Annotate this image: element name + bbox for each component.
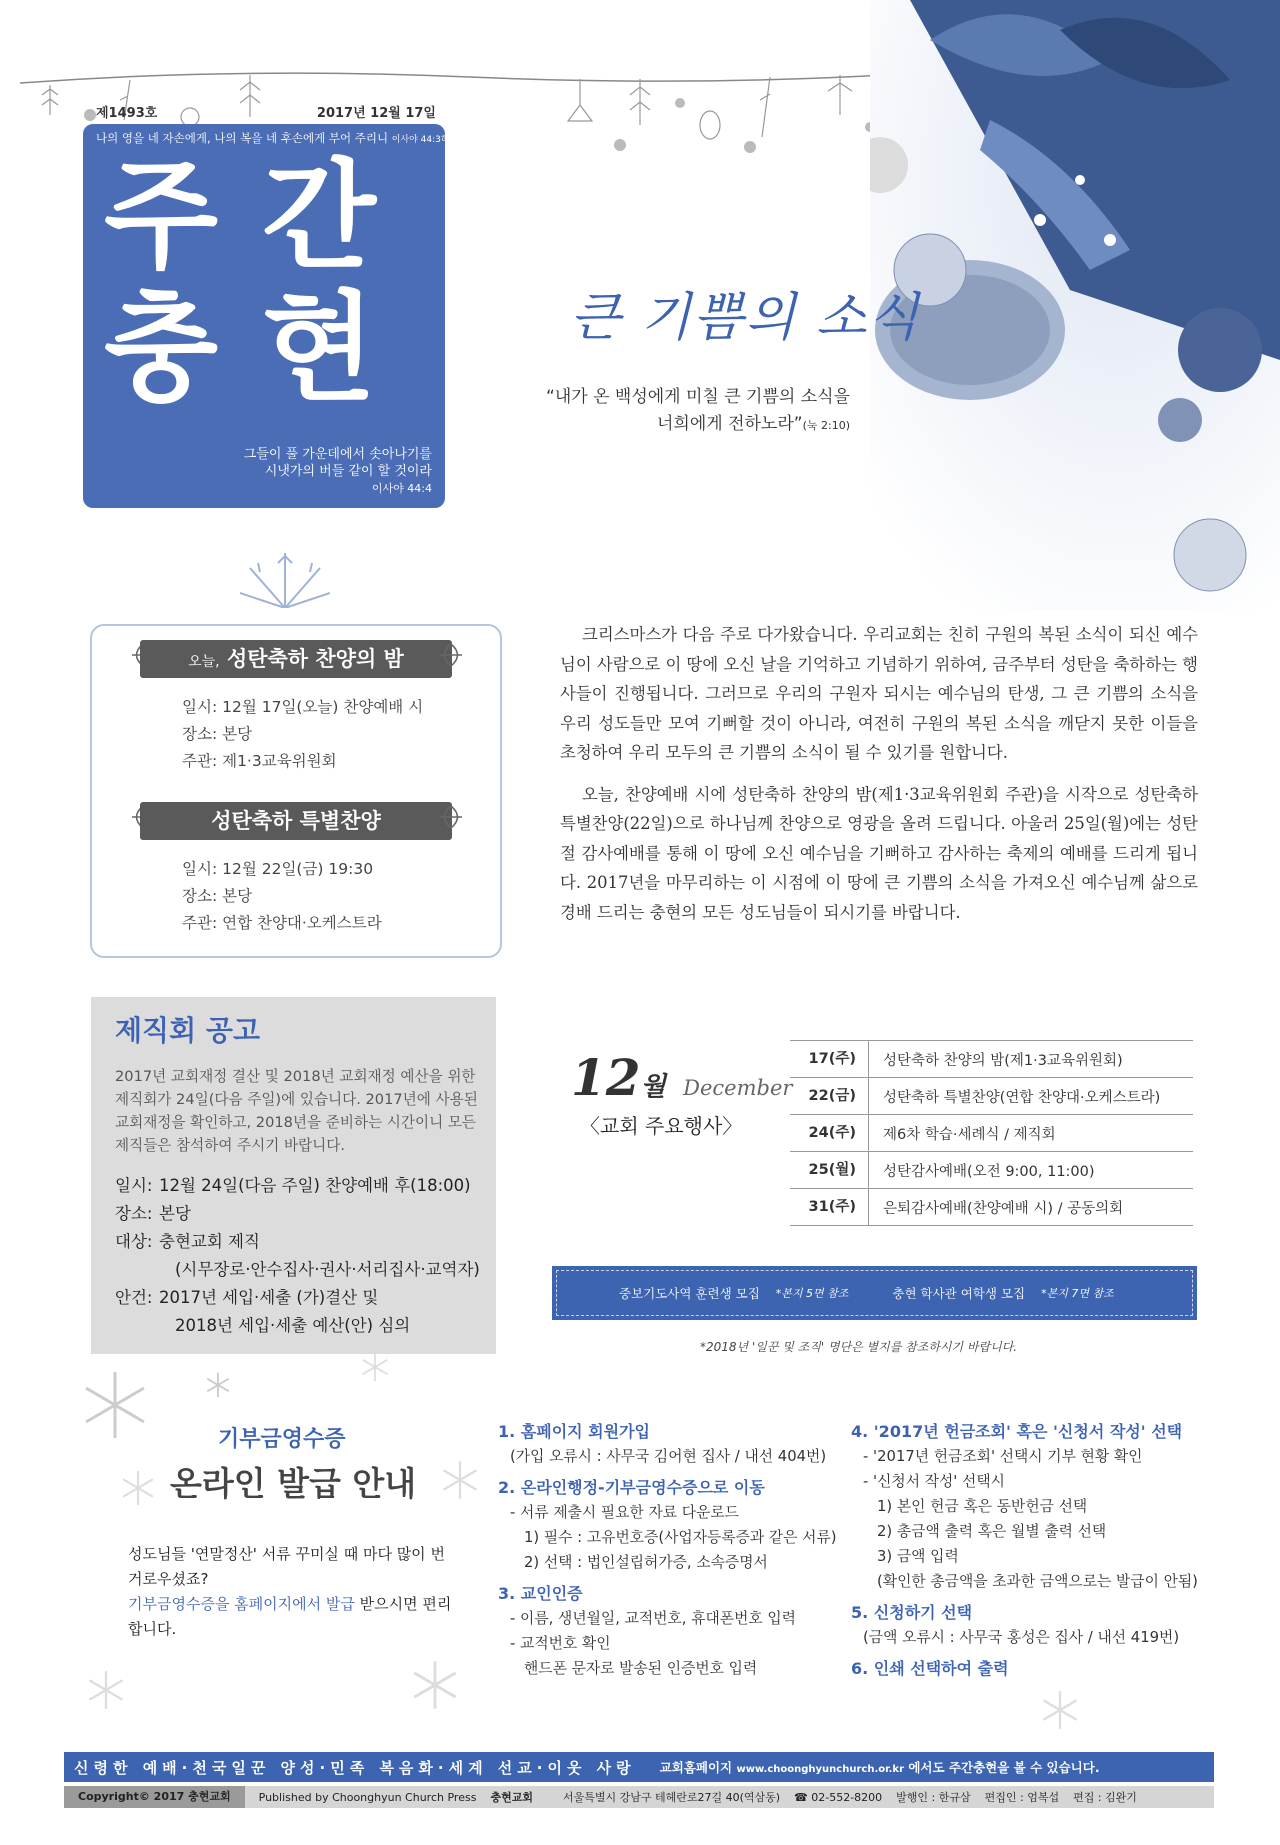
schedule-subtitle: 〈교회 주요행사〉: [580, 1114, 743, 1138]
step-line: (가입 오류시 : 사무국 김어현 집사 / 내선 404번): [510, 1448, 827, 1465]
december-heading: [571, 1048, 792, 1107]
step-line: 1) 필수 : 고유번호증(사업자등록증과 같은 서류): [524, 1529, 837, 1546]
headline-verse-line2: 너희에게 전하노라”: [656, 414, 803, 434]
issue-number: 제1493호: [96, 106, 158, 121]
masthead-sub-line1: 그들이 풀 가운데에서 솟아나기를: [243, 447, 432, 462]
event1-line: 주관: 제1·3교육위원회: [182, 752, 337, 770]
footer-site: 교회홈페이지 www.choonghyunchurch.or.kr 에서도 주간충현을 볼 수 있습니다.: [659, 1760, 1100, 1775]
snowflake-icon: [410, 1660, 460, 1710]
event2-header: [140, 802, 452, 840]
step-heading: 5. 신청하기 선택: [851, 1603, 973, 1622]
notice-intro: 2017년 교회재정 결산 및 2018년 교회재정 예산을 위한 제직회가 24일(다음 주일)에 있습니다. 2017년에 사용된 교회재정을 확인하고, 2018년을 준비하는 시간이니 모든 제직들은 참석하여 주시기 바랍니다.: [115, 1068, 478, 1154]
snowflake-icon: [440, 1460, 480, 1500]
banner-inner: [556, 1270, 1193, 1316]
masthead-subverse: [110, 446, 432, 497]
masthead-verse-text: 나의 영을 네 자손에게, 나의 복을 네 후손에게 부어 주리니: [96, 131, 389, 145]
banner-item1-ref: *본지 5면 참조: [775, 1287, 849, 1300]
article-paragraph: 오늘, 찬양예배 시에 성탄축하 찬양의 밤(제1·3교육위원회 주관)을 시작으로 성탄축하 특별찬양(22일)으로 하나님께 찬양으로 영광을 올려 드립니다. 아울러 25일(월)에는 성탄절 감사예배를 통해 이 땅에 오신 예수님을 기뻐하고 감사하는 축제의 예배를 드리게 됩니다. 2017년을 마무리하는 이 시점에 이 땅에 큰 기쁨의 소식을 가져오신 예수님께 삶으로 경배 드리는 충현의 모든 성도님들이 되시기를 바랍니다.: [560, 784, 1198, 922]
recruit-banner: [552, 1266, 1197, 1320]
schedule-row: 22(금) 성탄축하 특별찬양(연합 찬양대·오케스트라): [790, 1078, 1193, 1115]
notice-row: 대상: 충현교회 제직: [115, 1232, 260, 1251]
step-line: 3) 금액 입력: [877, 1548, 959, 1565]
step-heading: 1. 홈페이지 회원가입: [498, 1422, 650, 1441]
footer-phone: ☎ 02-552-8200: [794, 1790, 883, 1804]
event1-line: 일시: 12월 17일(오늘) 찬양예배 시: [182, 698, 424, 716]
board-meeting-notice: [91, 997, 496, 1354]
masthead-sub-ref: 이사야 44:4: [371, 482, 432, 495]
footer-motto: 신령한 예배·천국일꾼 양성·민족 복음화·세계 선교·이웃 사랑: [74, 1758, 636, 1777]
step-line: 2) 총금액 출력 혹은 월별 출력 선택: [877, 1523, 1107, 1540]
donation-text2: 받으시면 편리합니다.: [128, 1595, 452, 1638]
step-line: - 서류 제출시 필요한 자료 다운로드: [510, 1504, 739, 1521]
donation-text1: 성도님들 '연말정산' 서류 꾸미실 때 마다 많이 번거로우셨죠?: [128, 1545, 445, 1588]
event1-prefix: 오늘,: [188, 654, 220, 670]
main-article: [560, 620, 1198, 939]
event2-title: 성탄축하 특별찬양: [211, 809, 381, 833]
ornament-right-icon: [436, 642, 466, 668]
event2-line: 주관: 연합 찬양대·오케스트라: [182, 914, 382, 932]
masthead-title: [104, 146, 444, 417]
banner-item2: 충현 학사관 여학생 모집: [892, 1286, 1026, 1301]
snowflake-icon: [80, 1370, 150, 1440]
donation-title1: 기부금영수증: [218, 1427, 346, 1452]
event2-line: 일시: 12월 22일(금) 19:30: [182, 860, 374, 878]
footer-info: [64, 1786, 1214, 1808]
event2-details: [182, 856, 382, 937]
footer-banner: [64, 1752, 1214, 1782]
step-line: 핸드폰 문자로 발송된 인증번호 입력: [524, 1660, 758, 1677]
footer-publisher: 발행인 : 한규삼: [896, 1791, 971, 1804]
event1-title: 성탄축하 찬양의 밤: [226, 647, 404, 671]
issue-date: 2017년 12월 17일: [316, 106, 436, 121]
masthead-sub-line2: 시냇가의 버들 같이 할 것이라: [264, 464, 432, 479]
step-line: - '2017년 헌금조회' 선택시 기부 현황 확인: [863, 1448, 1143, 1465]
snowflake-icon: [360, 1352, 390, 1382]
snowflake-icon: [86, 1670, 126, 1710]
notice-title: 제직회 공고: [115, 1014, 260, 1047]
notice-row: 안건: 2017년 세입·세출 (가)결산 및: [115, 1288, 379, 1307]
month-english: December: [683, 1076, 793, 1100]
step-line: - '신청서 작성' 선택시: [863, 1473, 1005, 1490]
donation-highlight: 기부금영수증을 홈페이지에서 발급: [128, 1595, 355, 1613]
footer-site-link[interactable]: www.choonghyunchurch.or.kr: [736, 1764, 904, 1775]
month-number: 12: [571, 1048, 641, 1107]
headline-verse: [520, 384, 850, 439]
event2-line: 장소: 본당: [182, 887, 253, 905]
snowflake-icon: [1040, 1690, 1080, 1730]
donation-title2: 온라인 발급 안내: [170, 1464, 417, 1503]
headline-verse-ref: (눅 2:10): [802, 419, 850, 432]
month-unit: 월: [640, 1072, 666, 1102]
step-line: - 교적번호 확인: [510, 1635, 611, 1652]
step-line: 2) 선택 : 법인설립허가증, 소속증명서: [524, 1554, 768, 1571]
notice-row: 일시: 12월 24일(다음 주일) 찬양예배 후(18:00): [115, 1176, 471, 1195]
masthead-title-line2: 충현: [104, 278, 420, 417]
event1-line: 장소: 본당: [182, 725, 253, 743]
step-heading: 4. '2017년 헌금조회' 혹은 '신청서 작성' 선택: [851, 1422, 1183, 1441]
masthead-verse: [96, 130, 450, 146]
footer-copyright: Copyright© 2017 충현교회: [64, 1786, 245, 1808]
banner-item1: 중보기도사역 훈련생 모집: [619, 1286, 760, 1301]
notice-row: 장소: 본당: [115, 1204, 191, 1223]
step-heading: 6. 인쇄 선택하여 출력: [851, 1659, 1009, 1678]
banner-item2-ref: *본지 7면 참조: [1041, 1287, 1114, 1300]
ornament-right-icon: [436, 804, 466, 830]
masthead-verse-ref: 이사야 44:3하: [391, 135, 450, 145]
footer-seal: 충현교회: [490, 1791, 533, 1804]
steps-right: [851, 1413, 1211, 1681]
footer-address: 서울특별시 강남구 테헤란로27길 40(역삼동): [562, 1791, 781, 1804]
headline-verse-line1: “내가 온 백성에게 미칠 큰 기쁨의 소식을: [546, 387, 850, 407]
notice-row: 2018년 세입·세출 예산(안) 심의: [175, 1316, 411, 1335]
notice-row: (시무장로·안수집사·권사·서리집사·교역자): [175, 1260, 480, 1279]
article-paragraph: 크리스마스가 다음 주로 다가왔습니다. 우리교회는 친히 구원의 복된 소식이 되신 예수님이 사람으로 이 땅에 오신 날을 기억하고 기념하기 위하여, 금주부터 성탄을 축하하는 행사들이 진행됩니다. 그러므로 우리의 구원자 되시는 예수님의 탄생, 그 큰 기쁨의 소식을 우리 성도들만 모여 기뻐할 것이 아니라, 여전히 구원의 복된 소식을 깨닫지 못한 이들을 초청하여 우리 모두의 큰 기쁨의 소식이 될 수 있기를 원합니다.: [560, 625, 1198, 762]
masthead-title-line1: 주간: [104, 146, 420, 285]
events-box: [90, 624, 502, 958]
snowflake-ornament-icon: [240, 548, 330, 608]
event1-details: [182, 694, 423, 775]
schedule-row: 17(주) 성탄축하 찬양의 밤(제1·3교육위원회): [790, 1040, 1193, 1078]
event1-header: [140, 640, 452, 678]
schedule-table: [790, 1040, 1193, 1226]
step-line: (금액 오류시 : 사무국 홍성은 집사 / 내선 419번): [863, 1629, 1180, 1646]
schedule-row: 25(월) 성탄감사예배(오전 9:00, 11:00): [790, 1152, 1193, 1189]
steps-left: [498, 1413, 843, 1681]
step-line: 1) 본인 헌금 혹은 동반헌금 선택: [877, 1498, 1088, 1515]
step-line: (확인한 총금액을 초과한 금액으로는 발급이 안됨): [877, 1573, 1198, 1590]
snowflake-icon: [205, 1372, 231, 1398]
christmas-gift-photo: [870, 0, 1280, 610]
snowflake-icon: [120, 1470, 156, 1506]
step-heading: 3. 교인인증: [498, 1584, 583, 1603]
schedule-row: 24(주) 제6차 학습·세례식 / 제직회: [790, 1115, 1193, 1152]
headline-title: 큰 기쁨의 소식: [570, 288, 921, 348]
footer-editor2: 편집 : 김완기: [1073, 1791, 1137, 1804]
donation-text: [128, 1542, 458, 1642]
footer-published: Published by Choonghyun Church Press: [258, 1790, 477, 1804]
schedule-row: 31(주) 은퇴감사예배(찬양예배 시) / 공동의회: [790, 1189, 1193, 1226]
step-line: - 이름, 생년월일, 교적번호, 휴대폰번호 입력: [510, 1610, 796, 1627]
notice-details: [115, 1172, 495, 1340]
banner-note: *2018년 '일꾼 및 조직' 명단은 별지를 참조하시기 바랍니다.: [700, 1340, 1018, 1354]
footer-editor1: 편집인 : 엄복섭: [984, 1791, 1060, 1804]
step-heading: 2. 온라인행정-기부금영수증으로 이동: [498, 1478, 765, 1497]
